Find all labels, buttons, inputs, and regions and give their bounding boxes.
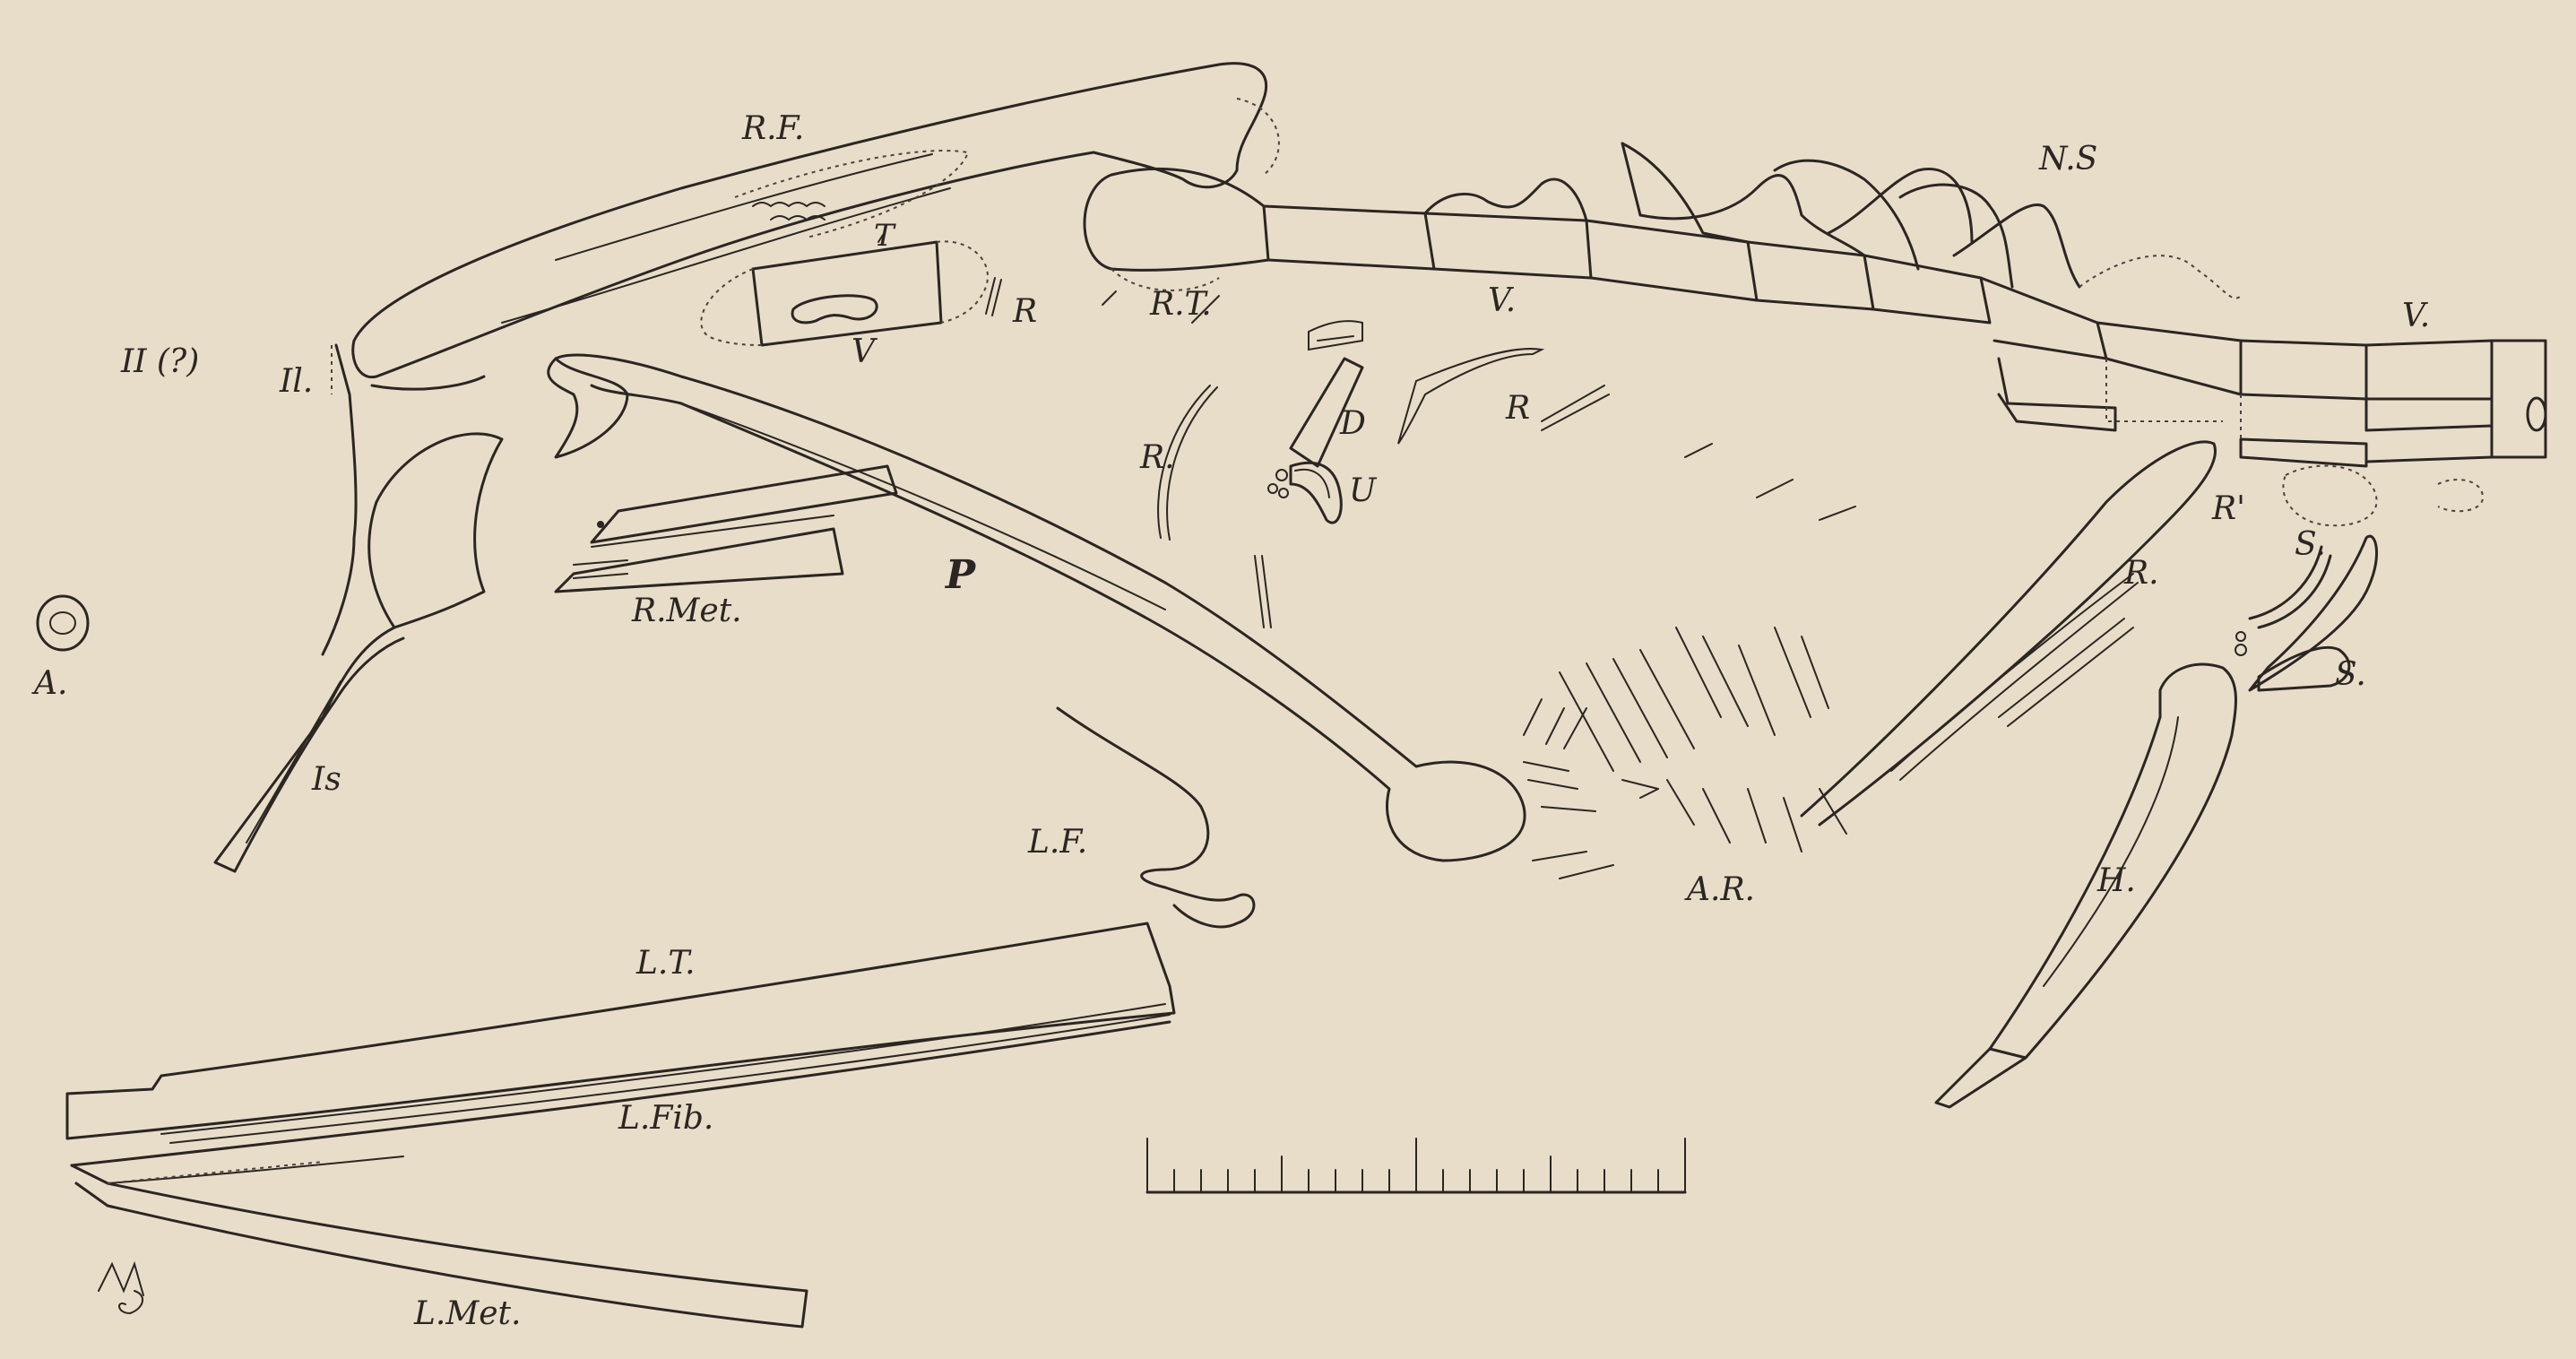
- label-il-question: II (?): [121, 343, 200, 380]
- left-femur: [1058, 708, 1254, 927]
- label-p: P: [946, 552, 976, 598]
- dorsal-vertebrae: [1085, 169, 2546, 466]
- right-femur: [353, 64, 1279, 377]
- label-r-mid: R: [1506, 390, 1531, 427]
- label-rf: R.F.: [742, 110, 805, 147]
- label-s-upper: S.: [2295, 526, 2326, 563]
- label-is: Is: [312, 761, 341, 798]
- label-v-mid: V.: [1488, 282, 1517, 319]
- label-il: Il.: [280, 363, 314, 400]
- right-metatarsal: [556, 466, 896, 592]
- ischium: [215, 628, 403, 871]
- label-lmet: L.Met.: [414, 1295, 522, 1332]
- ribs: [986, 278, 1855, 628]
- humerus: [1936, 664, 2235, 1107]
- scale-bar: [1147, 1138, 1685, 1192]
- label-lt: L.T.: [636, 945, 696, 982]
- label-h: H.: [2097, 862, 2136, 899]
- left-metatarsal: [72, 1022, 1170, 1327]
- label-r-left: R: [1013, 293, 1038, 330]
- abdominal-ribs: [1524, 628, 1846, 879]
- label-d: D: [1340, 405, 1366, 442]
- ilium: [323, 345, 502, 654]
- label-lfib: L.Fib.: [618, 1100, 714, 1137]
- label-v-left: V: [851, 333, 875, 370]
- label-t: T: [874, 218, 895, 254]
- label-lf: L.F.: [1028, 824, 1088, 861]
- label-v-right: V.: [2402, 298, 2431, 334]
- isolated-vertebra: [701, 235, 988, 345]
- label-a: A.: [34, 665, 68, 702]
- label-rt: R.T.: [1150, 286, 1212, 323]
- label-r-mid-left: R.: [1140, 439, 1175, 476]
- label-r-right: R.: [2124, 555, 2159, 592]
- label-ns: N.S: [2039, 141, 2098, 177]
- label-rmet: R.Met.: [632, 593, 742, 629]
- isolated-bone-a: [38, 596, 88, 650]
- label-ar: A.R.: [1687, 871, 1755, 908]
- label-u: U: [1349, 472, 1377, 509]
- label-r-prime: R': [2212, 490, 2246, 527]
- label-s-lower: S.: [2335, 656, 2366, 693]
